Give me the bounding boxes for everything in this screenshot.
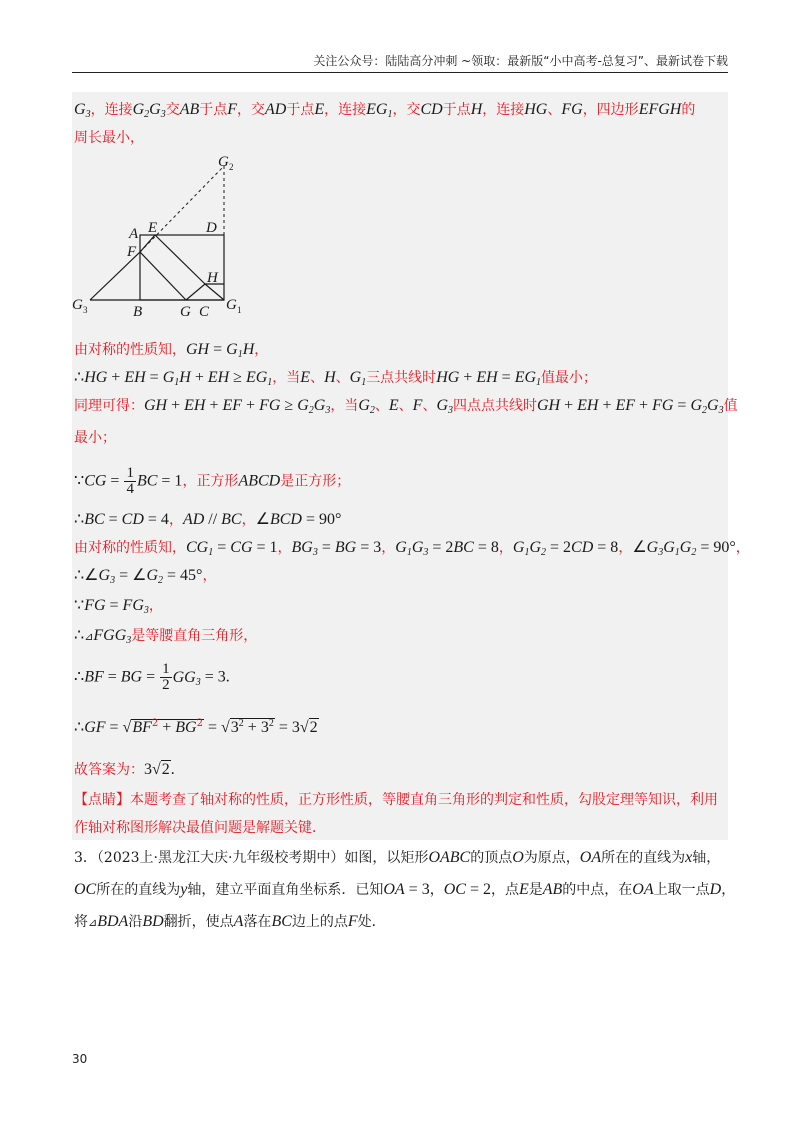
solution-line-2: 周长最小， xyxy=(74,130,144,146)
label-g3: G xyxy=(72,297,83,313)
label-g1: G xyxy=(226,297,237,313)
solution-line-minimum: 最小； xyxy=(74,430,116,446)
label-g2: G xyxy=(218,154,229,170)
remark-line-2: 作轴对称图形解决最值问题是解题关键． xyxy=(74,820,326,836)
question-line-1: 3．（2023上·黑龙江大庆·九年级校考期中）如图，以矩形OABC的顶点O为原点，OA所在的直线为x轴， xyxy=(74,849,721,866)
page-header xyxy=(72,54,728,73)
label-d: D xyxy=(206,220,217,236)
dashed-f-g2 xyxy=(140,166,224,252)
question-line-3: 将⊿BDA沿BD翻折，使点A落在BC边上的点F处． xyxy=(74,913,386,930)
segment-f-e xyxy=(140,235,155,252)
solution-line-gf: ∴GF = $√BF^2 + BG^2 = √3^2 + 3^2 = 3√2$ xyxy=(74,718,318,736)
solution-line-collinear: ∴HG + EH = $G_1H$ + EH ≥ $EG_1$，当E、H、$G_1$三点共线时HG + EH = $EG_1$值最小； xyxy=(74,369,598,388)
solution-line-bf: ∴BF = BG = $\frac{1}{2}$ $GG_3 = 3$. xyxy=(74,661,230,693)
label-g: G xyxy=(180,304,191,320)
solution-line-isosceles: $\therefore⊿FGG_3$是等腰直角三角形， xyxy=(74,627,258,646)
geometry-figure xyxy=(72,152,244,320)
question-line-2: OC所在的直线为y轴，建立平面直角坐标系．已知OA = 3，OC = 2，点E是AB的中点，在OA上取一点D， xyxy=(74,881,736,898)
answer-line: 故答案为：3√2. xyxy=(74,761,175,778)
solution-line-fg: ∵FG = $FG_3$， xyxy=(74,597,163,616)
solution-line-symmetry: 由对称的性质知，GH = $G_1H$， xyxy=(74,341,269,360)
label-g2-sub: 2 xyxy=(229,162,234,172)
solution-line-bc: ∴BC = CD = 4，AD // BC，∠BCD = 90° xyxy=(74,511,342,528)
remark-line-1: 【点睛】本题考查了轴对称的性质，正方形性质，等腰直角三角形的判定和性质，勾股定理等知识，利用 xyxy=(74,792,718,808)
segment-h-g1 xyxy=(205,284,224,300)
label-a: A xyxy=(129,226,139,242)
label-h: H xyxy=(207,270,218,286)
solution-line-similarly: 同理可得：GH + EH + EF + FG ≥ $G_2G_3$，当$G_2$、E、F、$G_3$四点点共线时GH + EH + EF + FG = $G_2G_3$值 xyxy=(74,397,738,416)
solution-line-lengths: 由对称的性质知，$CG_1$ = CG = 1，$BG_3$ = BG = 3，$G_1G_3 = 2BC = 8$，$G_1G_2 = 2CD = 8$，$\angle G_3G_1G_2 = 90^\circ$， xyxy=(74,539,750,558)
solution-line-1: $G_3$，连接$G_2G_3$交AB于点F，交AD于点E，连接$EG_1$，交CD于点H，连接HG、FG，四边形EFGH的 xyxy=(74,101,696,120)
label-e: E xyxy=(148,220,158,236)
segment-e-h xyxy=(155,235,205,284)
label-c: C xyxy=(199,304,210,320)
label-g3-sub: 3 xyxy=(83,305,88,315)
header-text: 关注公众号：陆陆高分冲刺 ~领取：最新版“小中高考-总复习”、最新试卷下载 xyxy=(313,54,728,68)
label-b: B xyxy=(133,304,143,320)
page-number: 30 xyxy=(72,1052,88,1066)
label-f: F xyxy=(127,244,137,260)
solution-line-cg: ∵CG = $\frac{1}{4}$ BC = 1，正方形ABCD是正方形； xyxy=(74,465,351,497)
segment-g-h xyxy=(186,284,205,300)
square-abcd xyxy=(140,235,224,300)
label-g1-sub: 1 xyxy=(237,305,242,315)
solution-line-angles: $\therefore\angle G_3$ = $\angle G_2 = 45^\circ$， xyxy=(74,567,217,586)
